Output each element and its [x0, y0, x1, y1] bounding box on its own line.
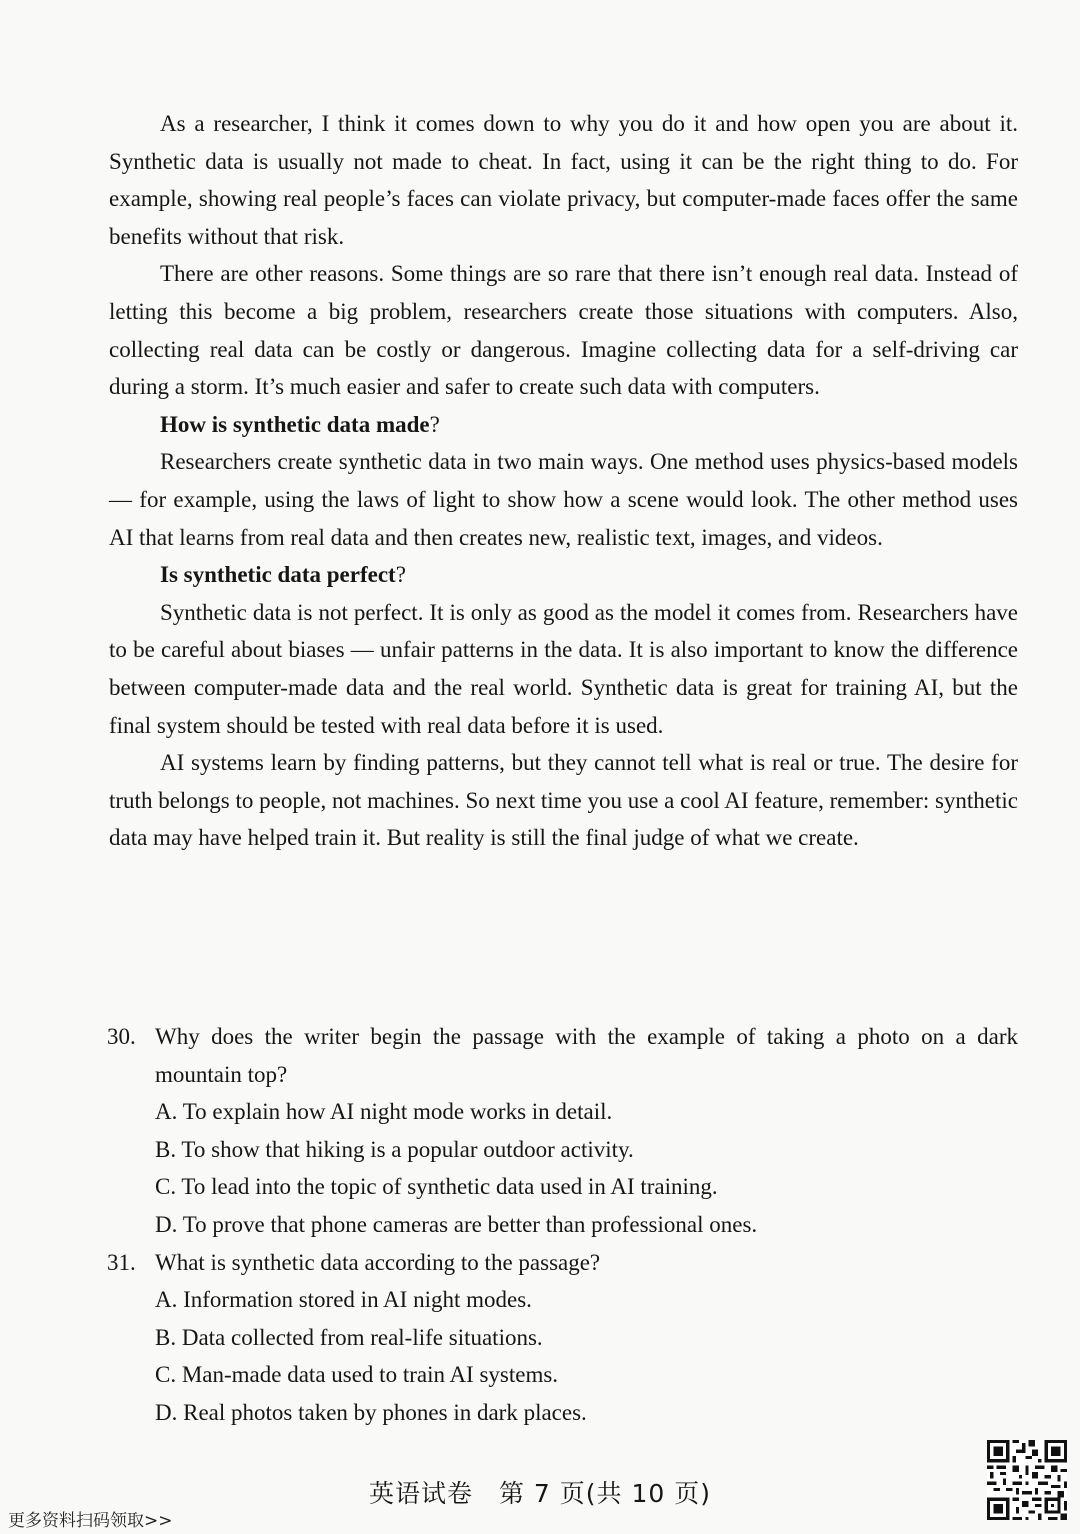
- promo-link[interactable]: 更多资料扫码领取>>: [8, 1511, 173, 1531]
- option-b: B. Data collected from real-life situations.: [155, 1324, 543, 1350]
- question-stem: [107, 1244, 1018, 1282]
- paragraph-researcher-view: As a researcher, I think it comes down to why you do it and how open you are about it. Synthetic data is usually not made to cheat. In fact, using it can be the right thing to do. For example, showing real people’s faces can violate privacy, but computer-made faces offer the same benefits without that risk.: [109, 111, 1018, 249]
- heading-how-made-text: How is synthetic data made: [160, 411, 430, 437]
- heading-is-perfect-mark: ?: [395, 562, 406, 588]
- question-text: What is synthetic data according to the passage?: [155, 1249, 601, 1275]
- heading-how-made-mark: ?: [429, 411, 440, 437]
- page-footer: 英语试卷 第 7 页(共 10 页): [368, 1479, 711, 1508]
- question-31: [107, 1244, 1018, 1432]
- heading-is-perfect: [109, 556, 1018, 594]
- heading-how-made: [109, 406, 1018, 444]
- option-d: D. To prove that phone cameras are better than professional ones.: [155, 1211, 758, 1237]
- option-c: C. Man-made data used to train AI systems.: [155, 1362, 559, 1388]
- paragraph-conclusion: AI systems learn by finding patterns, but they cannot tell what is real or true. The desire for truth belongs to people, not machines. So next time you use a cool AI feature, remember: synthetic data may have helped train it. But reality is still the final judge of what we create.: [109, 750, 1018, 851]
- question-30: [107, 1018, 1018, 1244]
- option-b: B. To show that hiking is a popular outdoor activity.: [155, 1136, 634, 1162]
- paragraph-not-perfect: Synthetic data is not perfect. It is only as good as the model it comes from. Researchers have to be careful about biases — unfair patterns in the data. It is also important to know the difference between computer-made data and the real world. Synthetic data is great for training AI, but the final system should be tested with real data before it is used.: [109, 599, 1018, 738]
- reading-passage: [109, 105, 1018, 857]
- qr-code-icon[interactable]: [987, 1440, 1067, 1520]
- paragraph-how-made: Researchers create synthetic data in two main ways. One method uses physics-based models — for example, using the laws of light to show how a scene would look. The other method uses AI that learns from real data and then creates new, realistic text, images, and videos.: [109, 449, 1018, 550]
- option-a: A. Information stored in AI night modes.: [155, 1287, 532, 1313]
- paragraph-other-reasons: There are other reasons. Some things are so rare that there isn’t enough real data. Instead of letting this become a big problem, researchers create those situations with computers. Also, collecting real data can be costly or dangerous. Imagine collecting data for a self-driving car during a storm. It’s much easier and safer to create such data with computers.: [109, 261, 1018, 400]
- question-list: [107, 1018, 1018, 1432]
- option-c: C. To lead into the topic of synthetic data used in AI training.: [155, 1174, 718, 1200]
- option-a: A. To explain how AI night mode works in detail.: [155, 1099, 613, 1125]
- question-number: 31.: [107, 1249, 136, 1275]
- question-number: 30.: [107, 1024, 136, 1049]
- question-stem: [107, 1018, 1018, 1093]
- option-d: D. Real photos taken by phones in dark places.: [155, 1399, 587, 1425]
- question-text: Why does the writer begin the passage with the example of taking a photo on a dark mountain top?: [155, 1024, 1018, 1087]
- heading-is-perfect-text: Is synthetic data perfect: [160, 562, 396, 588]
